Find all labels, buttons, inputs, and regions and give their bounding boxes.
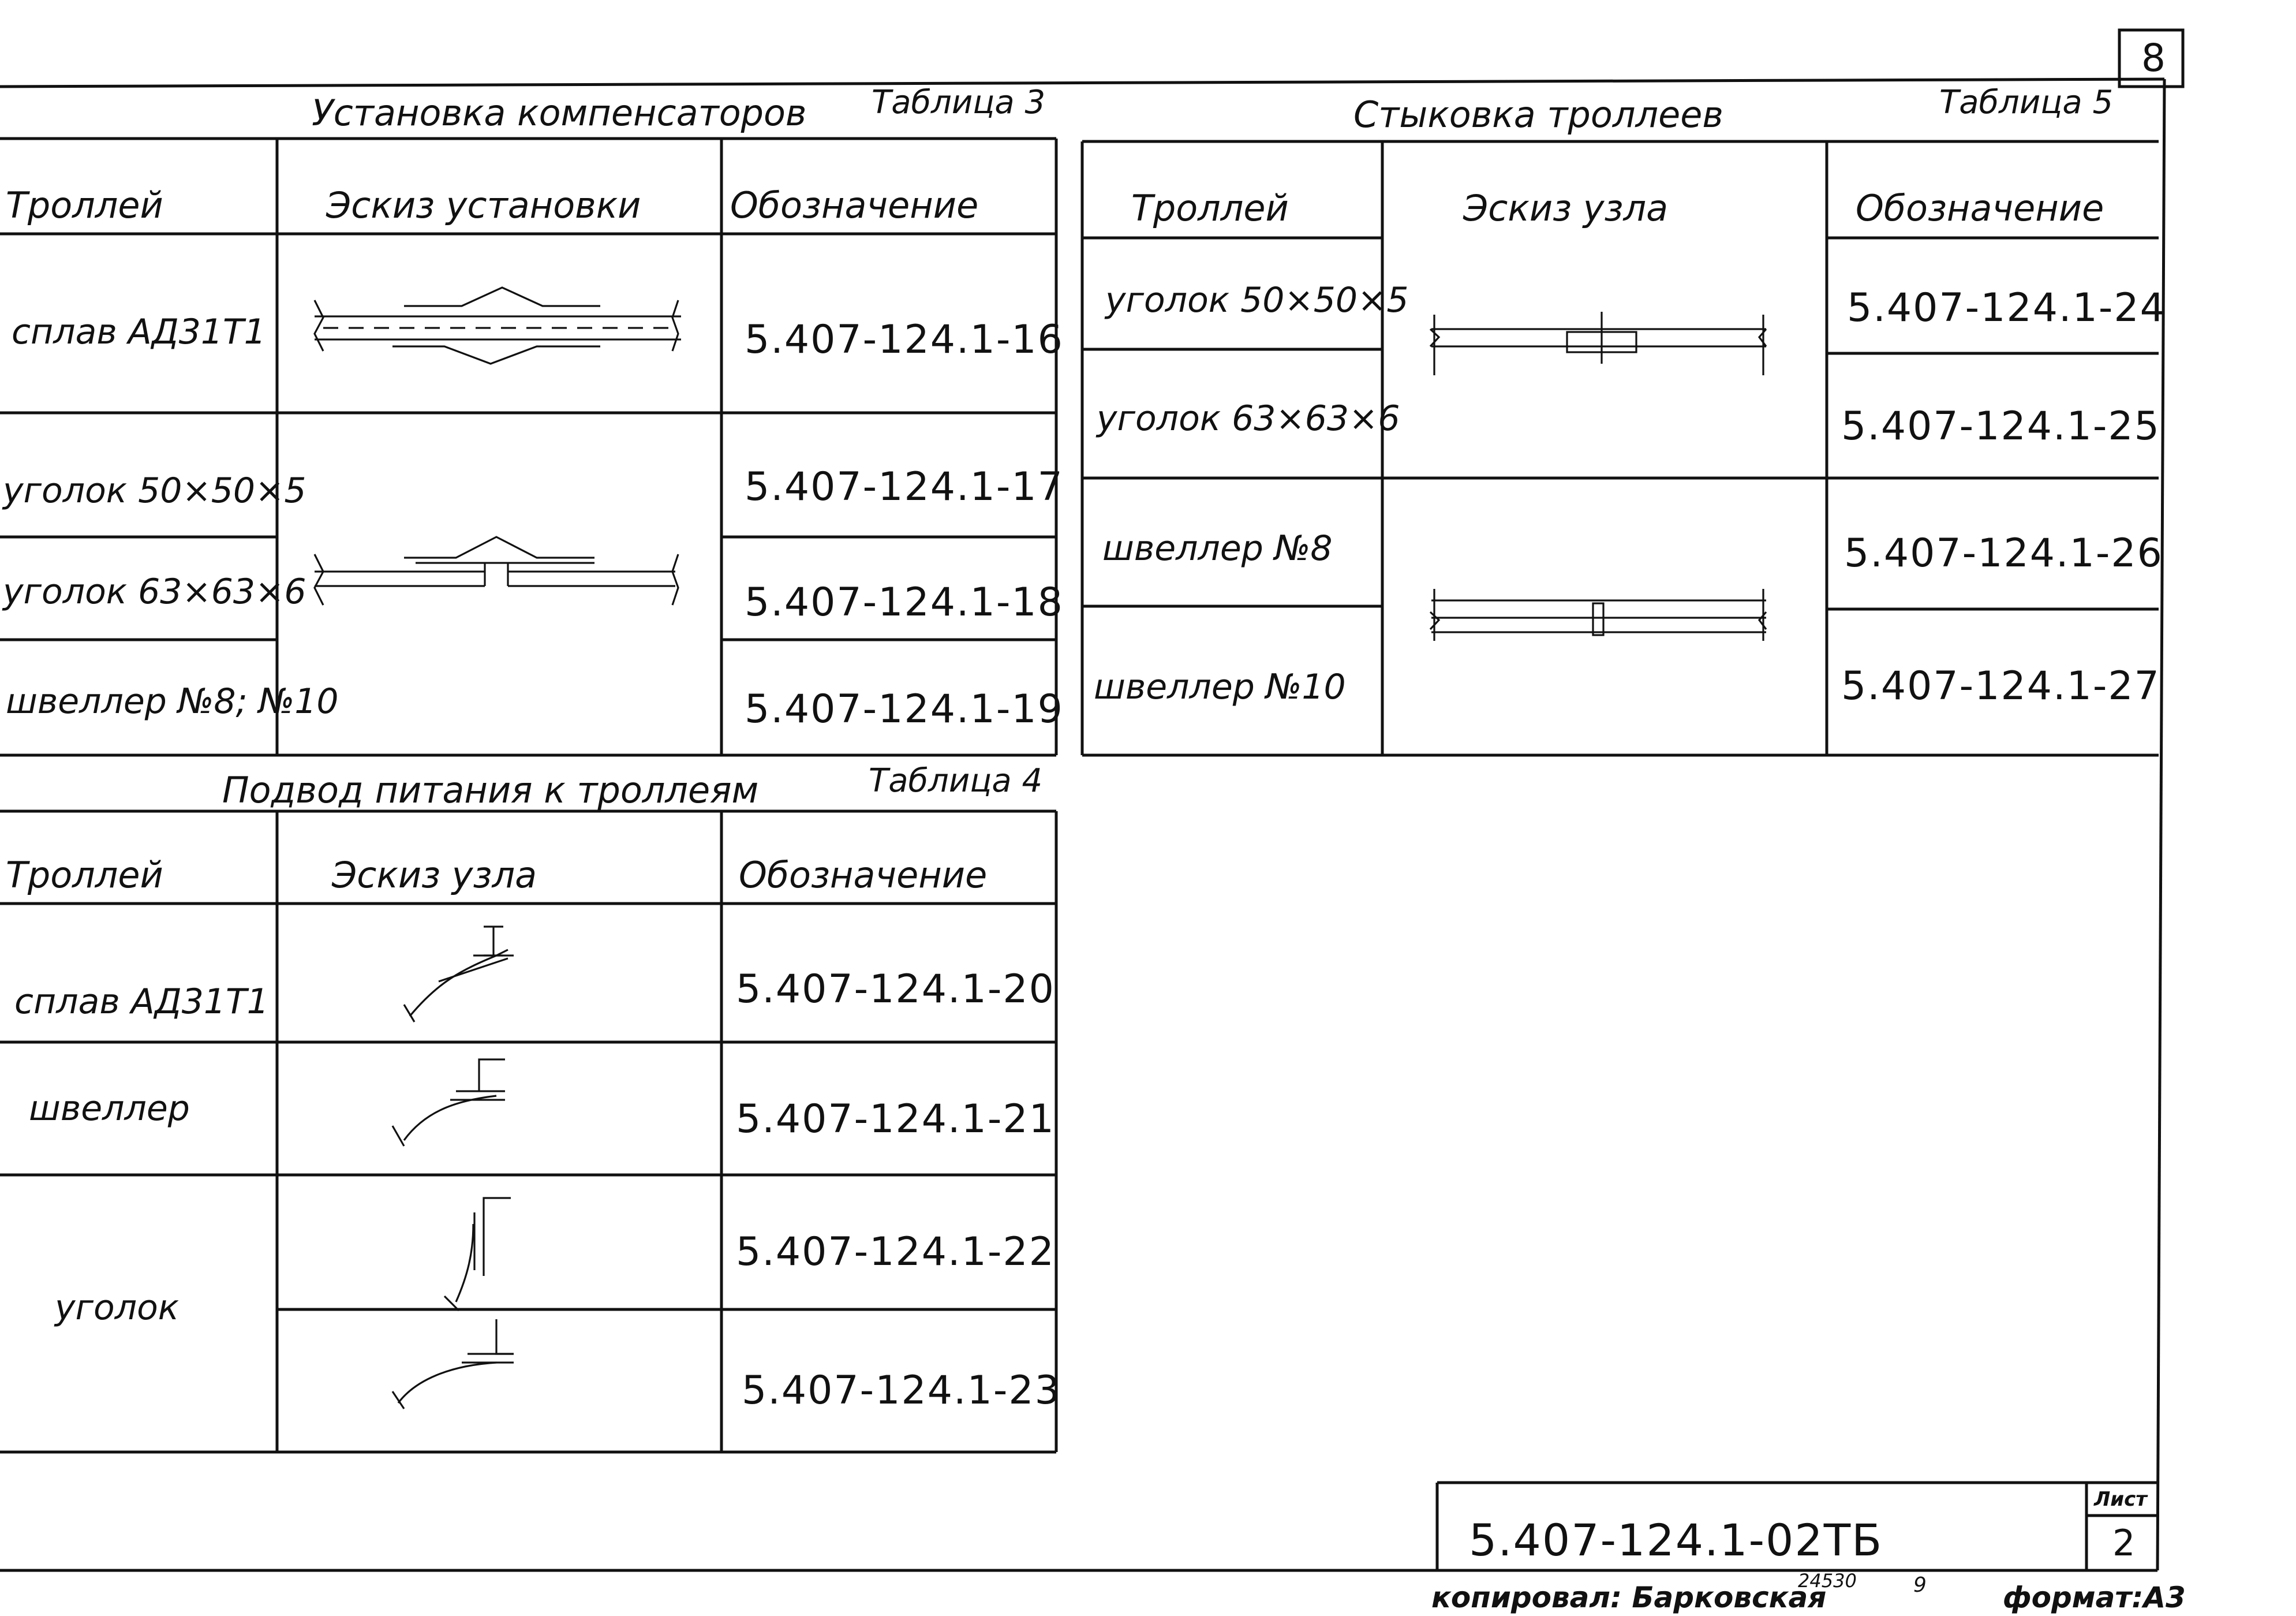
table3-row2-trolley: уголок 50×50×5 (3, 471, 306, 511)
table4-sketch-feed-aluminum (404, 927, 514, 1022)
table5-sketch-splice-channel (1430, 589, 1766, 641)
table4-code-3: 5.407-124.1-22 (736, 1229, 1055, 1275)
table5-row3-trolley: швеллер №8 (1102, 528, 1333, 569)
table5-row1-trolley: уголок 50×50×5 (1105, 280, 1409, 320)
table4-trolley-angle: уголок (55, 1287, 180, 1328)
table4-title: Подвод питания к троллеям (222, 769, 759, 811)
table3-row4-trolley: швеллер №8; №10 (6, 681, 339, 722)
table5-label: Таблица 5 (1939, 84, 2114, 121)
table3-header-trolley: Троллей (6, 184, 163, 226)
table5-row1-code: 5.407-124.1-24 (1847, 285, 2166, 331)
table5-row2-trolley: уголок 63×63×6 (1097, 398, 1400, 439)
table3-row4-code: 5.407-124.1-19 (745, 686, 1064, 732)
table5-row3-code: 5.407-124.1-26 (1844, 531, 2163, 576)
table5-row4-trolley: швеллер №10 (1094, 667, 1346, 707)
table4-trolley-channel: швеллер (29, 1088, 190, 1129)
table3-label: Таблица 3 (872, 84, 1046, 121)
table4-header-sketch: Эскиз узла (332, 854, 537, 896)
table4-header-designation: Обозначение (739, 854, 988, 896)
table4-sketch-feed-angle-down (392, 1319, 514, 1409)
table4-code-1: 5.407-124.1-20 (736, 966, 1055, 1012)
table3-grid (0, 139, 1056, 755)
table3-row1-code: 5.407-124.1-16 (745, 317, 1064, 363)
table4-header-trolley: Троллей (6, 854, 163, 896)
table5-sketch-splice-angle (1430, 312, 1766, 375)
table4-sketch-feed-angle-up (444, 1198, 511, 1311)
title-block-designation: 5.407-124.1-02ТБ (1469, 1514, 1883, 1566)
table4-label: Таблица 4 (869, 762, 1043, 800)
table3-sketch-expansion-aluminum (315, 288, 681, 364)
table3-title: Установка компенсаторов (312, 92, 807, 134)
sheet-corner-number: 8 (2141, 36, 2167, 80)
table4-code-2: 5.407-124.1-21 (736, 1096, 1055, 1142)
table4-code-4: 5.407-124.1-23 (742, 1368, 1061, 1413)
table3-row2-code: 5.407-124.1-17 (745, 464, 1064, 510)
footer-small-number: 9 (1913, 1573, 1927, 1597)
footer-format: формат:А3 (2003, 1581, 2186, 1614)
table5-header-sketch: Эскиз узла (1463, 187, 1669, 229)
table5-header-designation: Обозначение (1856, 187, 2104, 229)
table4-sketch-feed-channel (392, 1059, 505, 1146)
table4-trolley-aluminum: сплав АД31Т1 (14, 981, 269, 1022)
table5-title: Стыковка троллеев (1353, 94, 1723, 136)
title-block-sheet-label: Лист (2094, 1488, 2147, 1511)
footer-inv-number: 24530 (1798, 1570, 1857, 1592)
footer-copied-by: копировал: Барковская (1431, 1581, 1827, 1614)
table3-row3-trolley: уголок 63×63×6 (3, 572, 306, 612)
table3-header-sketch: Эскиз установки (326, 184, 641, 226)
table5-row2-code: 5.407-124.1-25 (1841, 404, 2160, 449)
table3-sketch-expansion-profile (315, 537, 678, 605)
table3-row1-trolley: сплав АД31Т1 (12, 312, 266, 352)
table3-row3-code: 5.407-124.1-18 (745, 580, 1064, 625)
table3-header-designation: Обозначение (730, 184, 979, 226)
title-block-sheet-number: 2 (2112, 1522, 2137, 1564)
table5-row4-code: 5.407-124.1-27 (1841, 663, 2160, 709)
table5-header-trolley: Троллей (1131, 187, 1289, 229)
